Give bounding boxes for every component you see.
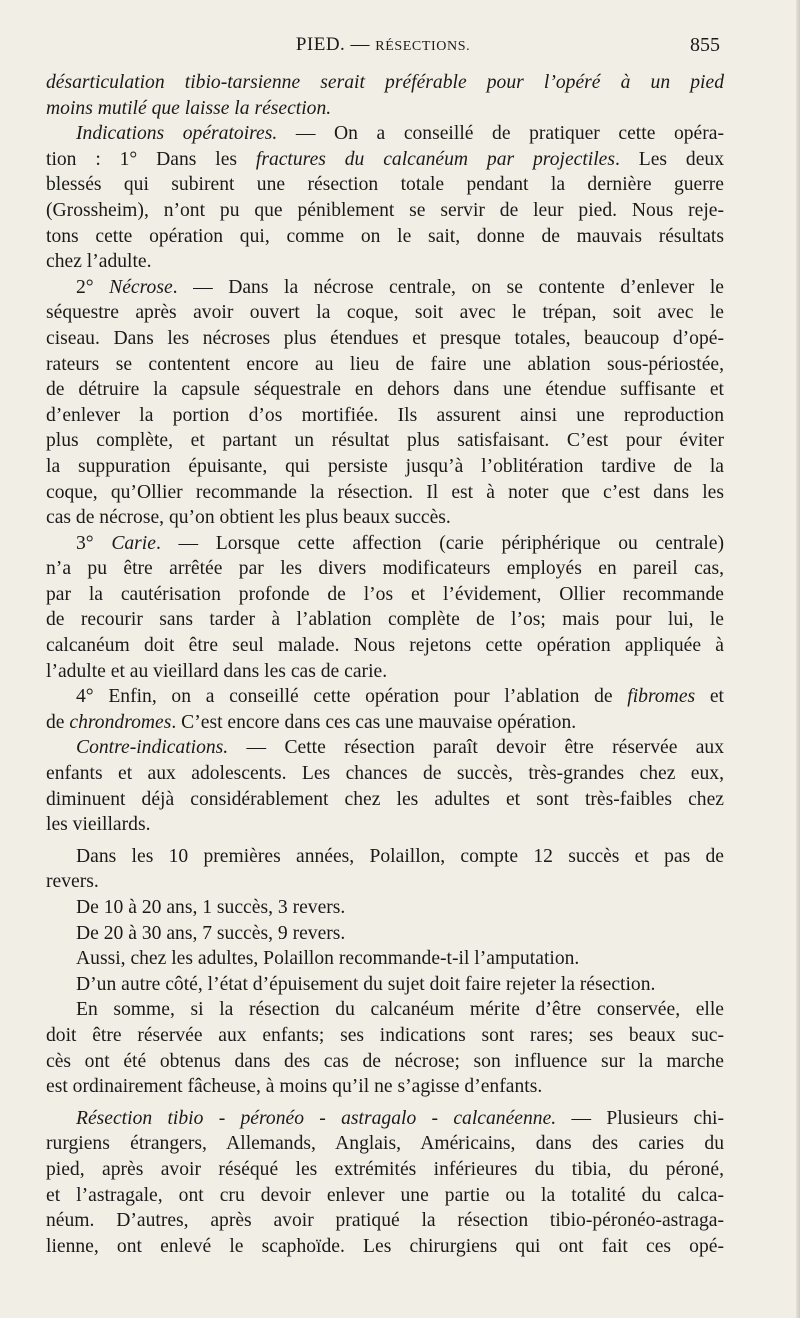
text-line bbox=[46, 684, 724, 710]
text-line bbox=[46, 531, 724, 557]
text-run: 4° Enfin, on a conseillé cette opération pour l’ablation de bbox=[76, 686, 628, 708]
text-line bbox=[46, 352, 724, 378]
italic-run: Contre-indications. bbox=[76, 737, 229, 759]
text-run: . Les deux bbox=[615, 148, 724, 170]
text-line bbox=[46, 1234, 724, 1260]
text-line bbox=[46, 300, 724, 326]
text-line bbox=[46, 869, 724, 895]
italic-run: fibromes bbox=[627, 686, 696, 708]
text-run: — Plusieurs chi- bbox=[556, 1107, 724, 1129]
text-run: diminuent déjà considérablement chez les adultes et sont très-faibles chez bbox=[46, 788, 724, 810]
text-line bbox=[46, 633, 724, 659]
text-line bbox=[46, 121, 724, 147]
page-number: 855 bbox=[690, 34, 720, 56]
italic-run: désarticulation tibio-tarsienne serait préférable pour l’opéré à un pied bbox=[46, 72, 724, 93]
text-run: revers. bbox=[46, 871, 99, 893]
text-run: de bbox=[46, 711, 70, 733]
text-line bbox=[46, 403, 724, 429]
text-run: De 10 à 20 ans, 1 succès, 3 revers. bbox=[76, 897, 346, 918]
italic-run: chrondromes bbox=[69, 711, 172, 733]
text-run: enfants et aux adolescents. Les chances de succès, très-grandes chez eux, bbox=[46, 763, 724, 785]
text-run: de recourir sans tarder à l’ablation complète de l’os; mais pour lui, le bbox=[46, 609, 724, 631]
text-line bbox=[46, 224, 724, 250]
text-run: . — Lorsque cette affection (carie périphérique ou centrale) bbox=[155, 532, 725, 554]
text-run: 3° bbox=[76, 532, 112, 554]
text-line bbox=[46, 1023, 724, 1049]
text-run: de détruire la capsule séquestrale en dehors dans une étendue suffisante et bbox=[46, 379, 724, 401]
text-run: chez l’adulte. bbox=[46, 251, 152, 273]
italic-run: Résection tibio - péronéo - astragalo - calcanéenne. bbox=[76, 1107, 557, 1129]
text-line bbox=[46, 735, 724, 761]
text-line bbox=[46, 844, 724, 870]
text-line bbox=[46, 198, 724, 224]
text-run: cès ont été obtenus dans des cas de nécrose; son influence sur la marche bbox=[46, 1050, 724, 1072]
text-run: doit être réservée aux enfants; ses indications sont rares; ses beaux suc- bbox=[46, 1024, 724, 1046]
italic-run: Indications opératoires. bbox=[76, 123, 278, 145]
text-line bbox=[46, 70, 724, 96]
text-line bbox=[46, 1074, 724, 1100]
text-run: blessés qui subirent une résection totale pendant la dernière guerre bbox=[46, 174, 724, 196]
text-line bbox=[46, 787, 724, 813]
text-line bbox=[46, 1157, 724, 1183]
text-line bbox=[46, 249, 724, 275]
text-line bbox=[46, 710, 724, 736]
text-run: En somme, si la résection du calcanéum mérite d’être conservée, elle bbox=[76, 999, 724, 1021]
text-line bbox=[46, 505, 724, 531]
text-run: d’enlever la portion d’os mortifiée. Ils assurent ainsi une reproduction bbox=[46, 404, 724, 426]
text-line bbox=[46, 582, 724, 608]
text-run: (Grossheim), n’ont pu que péniblement se servir de leur pied. Nous reje- bbox=[46, 199, 724, 221]
text-line bbox=[46, 326, 724, 352]
text-run: Dans les 10 premières années, Polaillon, compte 12 succès et pas de bbox=[76, 845, 724, 867]
text-line bbox=[46, 972, 724, 998]
text-line bbox=[46, 607, 724, 633]
italic-run: moins mutilé que laisse la résection. bbox=[46, 97, 332, 119]
text-line bbox=[46, 275, 724, 301]
text-run: . C’est encore dans ces cas une mauvaise opération. bbox=[171, 711, 577, 733]
text-run: ciseau. Dans les nécroses plus étendues et presque totales, beaucoup d’opé- bbox=[46, 327, 724, 349]
text-run: — On a conseillé de pratiquer cette opéra- bbox=[277, 123, 725, 145]
page-header bbox=[46, 34, 720, 62]
italic-run: Carie bbox=[111, 532, 156, 554]
text-line bbox=[46, 997, 724, 1023]
text-line bbox=[46, 659, 724, 685]
running-head bbox=[46, 34, 720, 56]
text-run: De 20 à 30 ans, 7 succès, 9 revers. bbox=[76, 922, 346, 944]
running-head-title: PIED. bbox=[295, 34, 346, 55]
text-run: séquestre après avoir ouvert la coque, soit avec le trépan, soit avec le bbox=[46, 302, 724, 324]
page-body bbox=[46, 70, 724, 1259]
text-line bbox=[46, 1049, 724, 1075]
text-run: lienne, ont enlevé le scaphoïde. Les chirurgiens qui ont fait ces opé- bbox=[46, 1235, 724, 1257]
text-line bbox=[46, 96, 724, 122]
text-run: et l’astragale, ont cru devoir enlever une partie ou la totalité du calca- bbox=[46, 1184, 724, 1206]
running-head-subtitle: RÉSECTIONS. bbox=[375, 39, 471, 54]
text-run: par la cautérisation profonde de l’os et l’évidement, Ollier recommande bbox=[46, 583, 724, 605]
text-line bbox=[46, 377, 724, 403]
text-line bbox=[46, 946, 724, 972]
text-line bbox=[46, 454, 724, 480]
text-run: D’un autre côté, l’état d’épuisement du sujet doit faire rejeter la résection. bbox=[76, 973, 656, 995]
text-line bbox=[46, 761, 724, 787]
text-run: calcanéum doit être seul malade. Nous rejetons cette opération appliquée à bbox=[46, 635, 724, 657]
text-run: n’a pu être arrêtée par les divers modificateurs employés en pareil cas, bbox=[46, 558, 724, 580]
text-run: est ordinairement fâcheuse, à moins qu’il ne s’agisse d’enfants. bbox=[46, 1076, 543, 1098]
running-head-dash: — bbox=[350, 34, 371, 55]
text-run: — Cette résection paraît devoir être réservée aux bbox=[228, 737, 724, 759]
text-run: 2° bbox=[76, 276, 110, 298]
text-line bbox=[46, 1208, 724, 1234]
text-run: la suppuration épuisante, qui persiste jusqu’à l’oblitération tardive de la bbox=[46, 455, 724, 477]
text-line bbox=[46, 556, 724, 582]
italic-run: fractures du calcanéum par projectiles bbox=[255, 148, 615, 170]
text-run: les vieillards. bbox=[46, 814, 151, 836]
italic-run: Nécrose bbox=[109, 276, 173, 298]
text-line bbox=[46, 1106, 724, 1132]
text-line bbox=[46, 172, 724, 198]
text-run: pied, après avoir réséqué les extrémités inférieures du tibia, du péroné, bbox=[46, 1158, 724, 1180]
text-line bbox=[46, 895, 724, 921]
text-run: plus complète, et partant un résultat plus satisfaisant. C’est pour éviter bbox=[46, 430, 724, 452]
text-run: cas de nécrose, qu’on obtient les plus beaux succès. bbox=[46, 507, 451, 529]
text-run: néum. D’autres, après avoir pratiqué la résection tibio-péronéo-astraga- bbox=[46, 1210, 724, 1232]
text-line bbox=[46, 480, 724, 506]
text-run: l’adulte et au vieillard dans les cas de carie. bbox=[46, 660, 388, 682]
text-run: tons cette opération qui, comme on le sait, donne de mauvais résultats bbox=[46, 225, 724, 247]
text-run: rurgiens étrangers, Allemands, Anglais, Américains, dans des caries du bbox=[46, 1133, 724, 1155]
text-run: Aussi, chez les adultes, Polaillon recommande-t-il l’amputation. bbox=[76, 948, 580, 970]
text-run: . — Dans la nécrose centrale, on se contente d’enlever le bbox=[172, 276, 725, 298]
text-line bbox=[46, 1183, 724, 1209]
text-line bbox=[46, 1131, 724, 1157]
text-run: tion : 1° Dans les bbox=[46, 148, 256, 170]
text-run: rateurs se contentent encore au lieu de faire une ablation sous-périostée, bbox=[46, 353, 724, 375]
text-line bbox=[46, 812, 724, 838]
text-line bbox=[46, 921, 724, 947]
text-run: et bbox=[695, 686, 724, 708]
text-line bbox=[46, 428, 724, 454]
text-run: coque, qu’Ollier recommande la résection. Il est à noter que c’est dans les bbox=[46, 481, 724, 503]
text-line bbox=[46, 147, 724, 173]
page-edge bbox=[796, 0, 800, 1318]
